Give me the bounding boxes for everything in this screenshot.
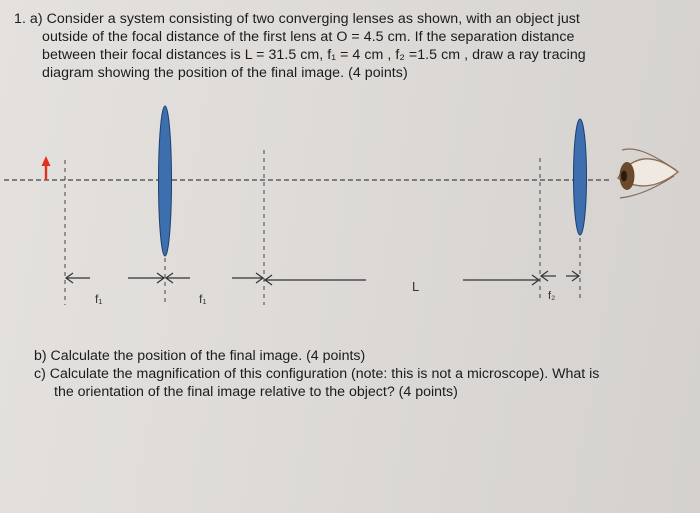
- L-label: L: [412, 279, 420, 294]
- L-dimension: [265, 275, 539, 285]
- question-line-1: 1. a) Consider a system consisting of two converging lenses as shown, with an object just: [14, 11, 580, 27]
- f1-left-dimension: [66, 273, 164, 283]
- sub-questions: [34, 347, 674, 401]
- question-line-2: outside of the focal distance of the first lens at O = 4.5 cm. If the separation distance: [42, 29, 575, 45]
- f1-left-label: f₁: [95, 292, 103, 306]
- question-line-4: diagram showing the position of the final image. (4 points): [42, 65, 408, 81]
- eye-icon: [618, 149, 678, 198]
- part-b-text: b) Calculate the position of the final image. (4 points): [34, 348, 366, 364]
- f1-right-label: f₁: [199, 292, 207, 306]
- lens-2: [574, 119, 587, 235]
- part-c-text-line-2: the orientation of the final image relative to the object? (4 points): [54, 384, 458, 400]
- lens-1: [159, 106, 172, 256]
- part-c-text-line-1: c) Calculate the magnification of this configuration (note: this is not a microscope). What is: [34, 366, 600, 382]
- question-line-3: between their focal distances is L = 31.5 cm, f₁ = 4 cm , f₂ =1.5 cm , draw a ray tracing: [42, 47, 586, 63]
- f1-right-dimension: [166, 273, 263, 283]
- f2-label: f₂: [548, 290, 556, 302]
- object-arrow-icon: [42, 156, 51, 180]
- f2-dimension: [541, 271, 579, 281]
